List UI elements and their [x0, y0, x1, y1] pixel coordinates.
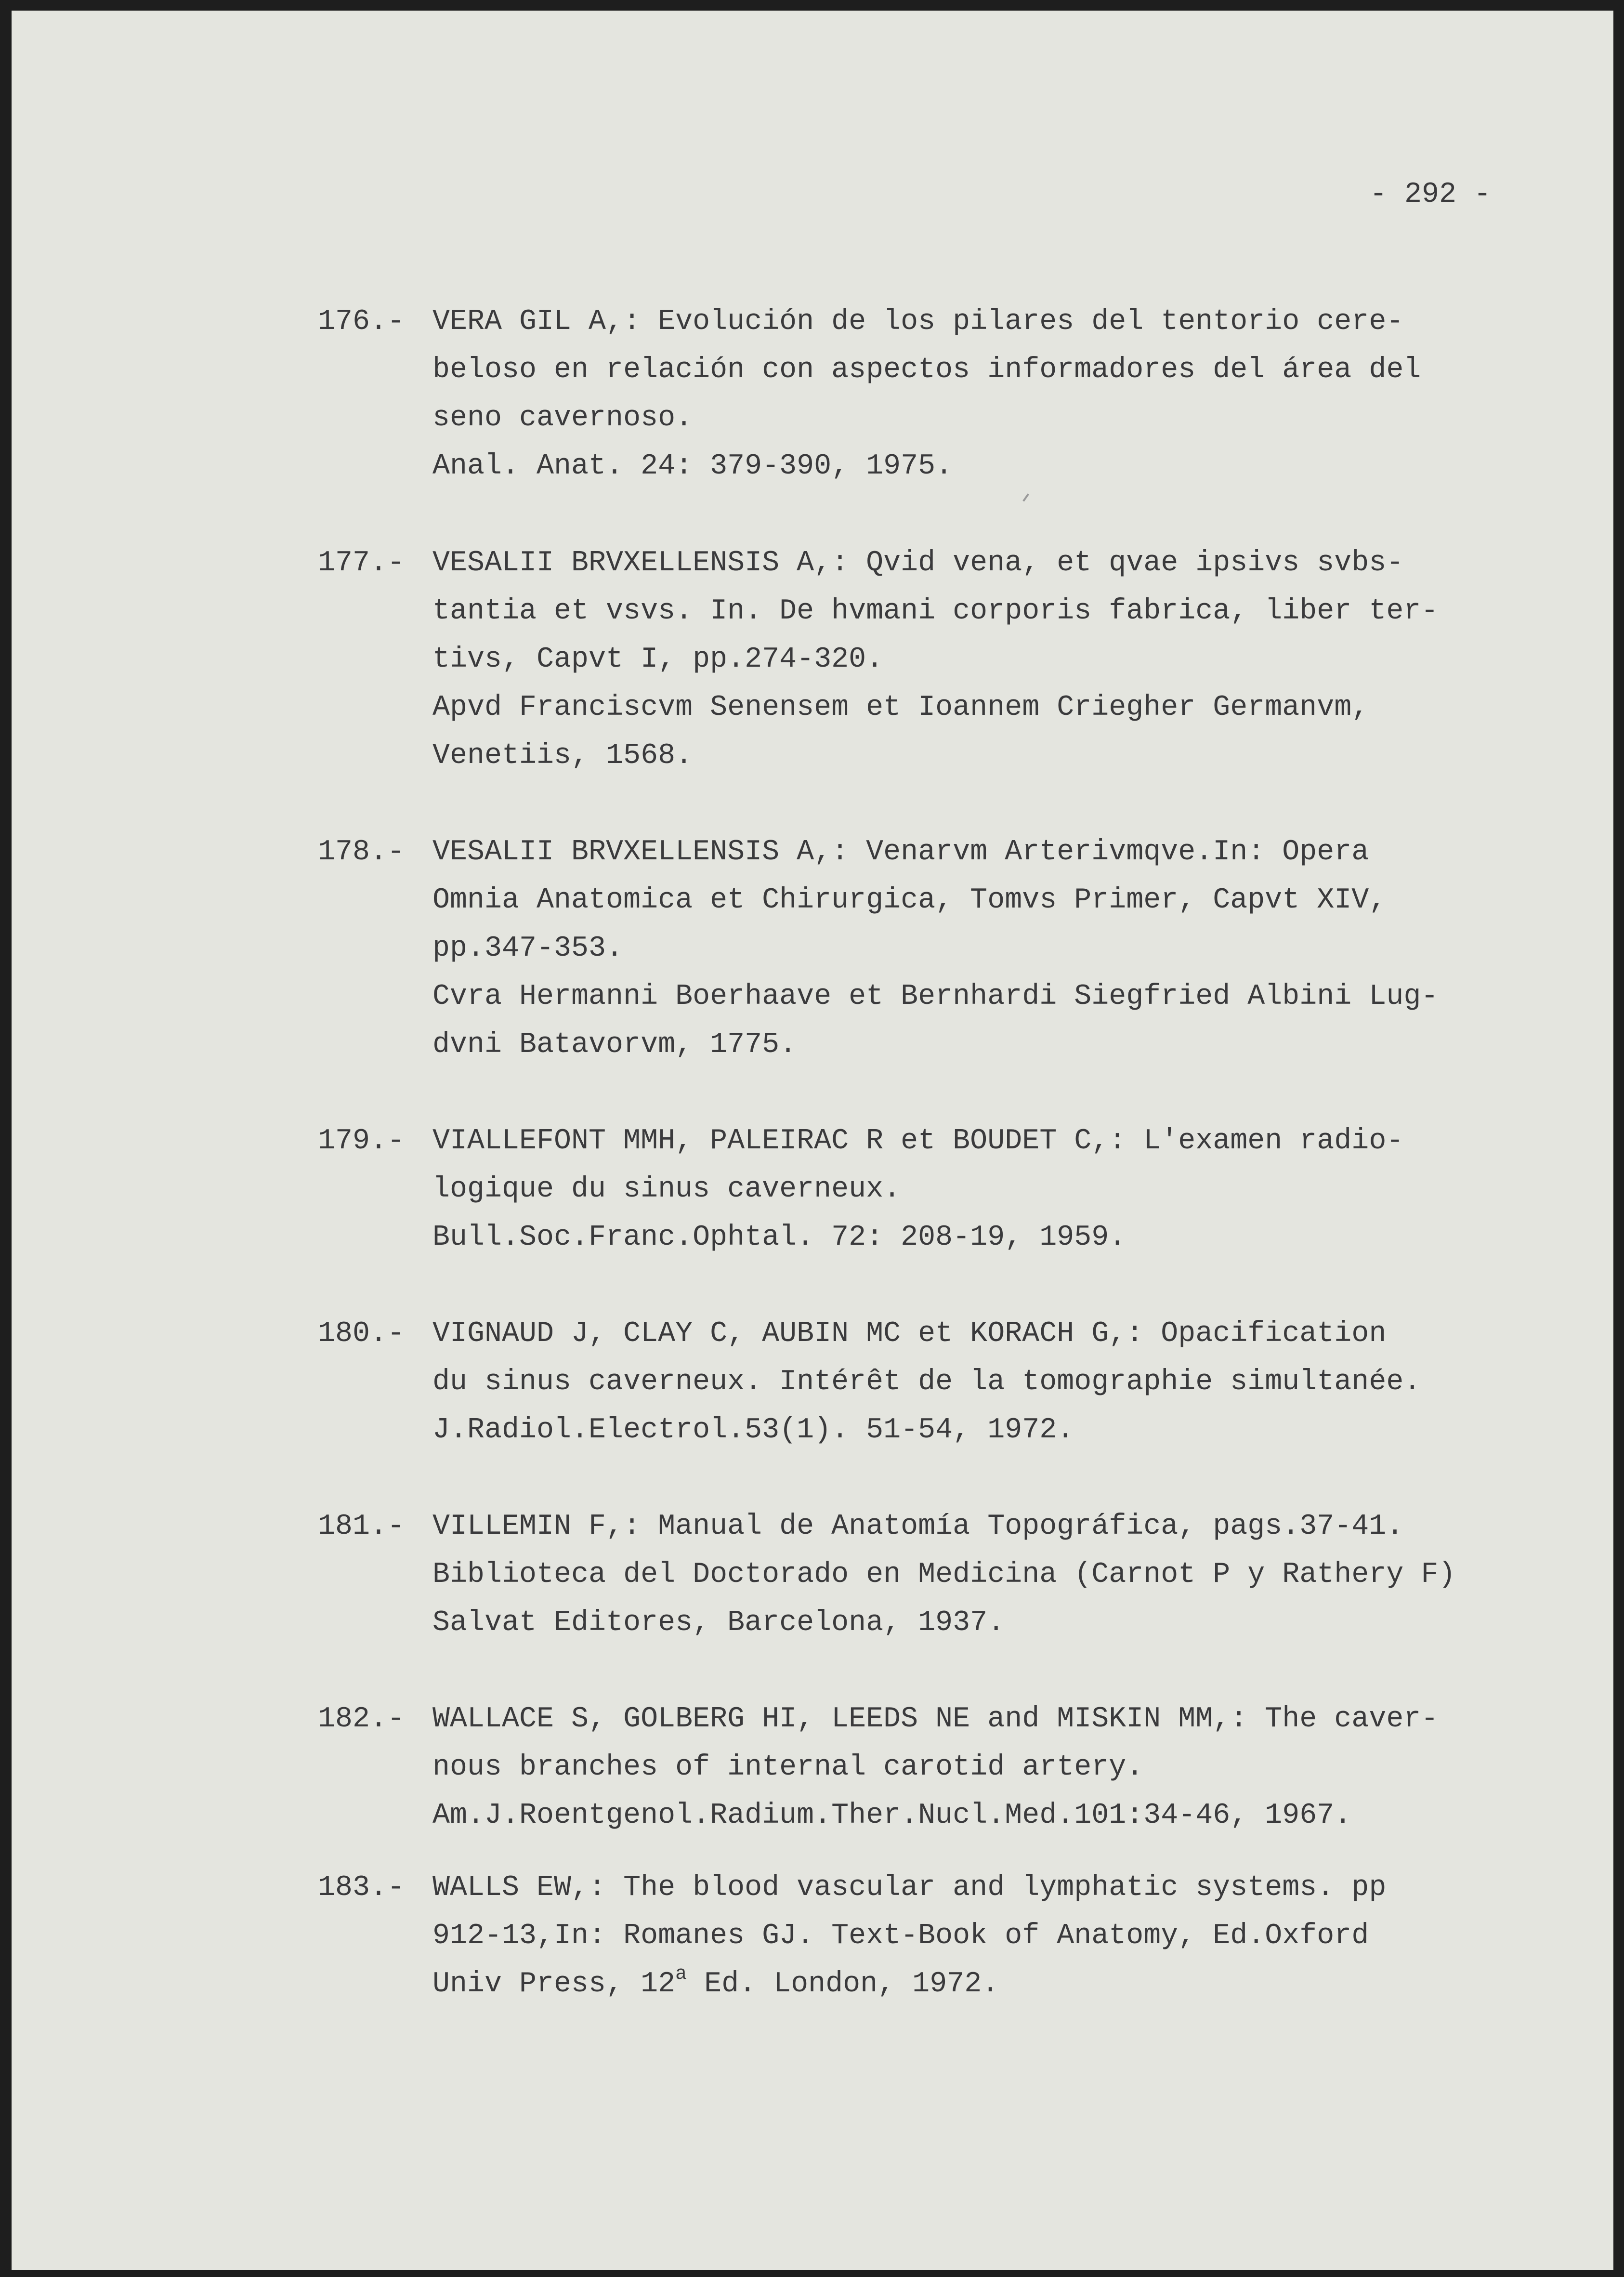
- reference-line: Anal. Anat. 24: 379-390, 1975.: [432, 450, 953, 483]
- line-text-before: Univ Press, 12: [432, 1968, 676, 2001]
- reference-line: pp.347-353.: [432, 932, 624, 965]
- document-page: [12, 11, 1613, 2270]
- page-number: - 292 -: [1370, 178, 1492, 211]
- reference-text: [432, 828, 1598, 1069]
- superscript-text: a: [675, 1963, 687, 1985]
- reference-line: beloso en relación con aspectos informadores del área del: [432, 354, 1421, 386]
- reference-text: [432, 1117, 1598, 1262]
- reference-line: VESALII BRVXELLENSIS A,: Venarvm Arterivmqve.In: Opera: [432, 836, 1369, 869]
- reference-line: tantia et vsvs. In. De hvmani corporis fabrica, liber ter-: [432, 595, 1439, 628]
- reference-number: 182.-: [318, 1703, 405, 1736]
- reference-line: logique du sinus caverneux.: [432, 1173, 901, 1206]
- reference-line: tivs, Capvt I, pp.274-320.: [432, 643, 884, 676]
- reference-number: 181.-: [318, 1510, 405, 1543]
- reference-line-with-superscript: [432, 1960, 1598, 2008]
- reference-line: Bull.Soc.Franc.Ophtal. 72: 208-19, 1959.: [432, 1221, 1126, 1254]
- reference-line: VESALII BRVXELLENSIS A,: Qvid vena, et qvae ipsivs svbs-: [432, 547, 1404, 579]
- reference-line: VILLEMIN F,: Manual de Anatomía Topográfica, pags.37-41.: [432, 1510, 1404, 1543]
- reference-line: Apvd Franciscvm Senensem et Ioannem Criegher Germanvm,: [432, 691, 1369, 724]
- reference-line: WALLACE S, GOLBERG HI, LEEDS NE and MISKIN MM,: The caver-: [432, 1703, 1439, 1736]
- reference-line: nous branches of internal carotid artery.: [432, 1751, 1144, 1784]
- reference-line: du sinus caverneux. Intérêt de la tomographie simultanée.: [432, 1366, 1421, 1398]
- reference-text: [432, 1695, 1598, 1840]
- reference-text: [432, 1310, 1598, 1454]
- reference-number: 177.-: [318, 547, 405, 579]
- reference-line: VIALLEFONT MMH, PALEIRAC R et BOUDET C,: L'examen radio-: [432, 1125, 1404, 1158]
- reference-line: Biblioteca del Doctorado en Medicina (Carnot P y Rathery F): [432, 1558, 1456, 1591]
- reference-line: VIGNAUD J, CLAY C, AUBIN MC et KORACH G,: Opacification: [432, 1317, 1387, 1350]
- reference-line: VERA GIL A,: Evolución de los pilares del tentorio cere-: [432, 305, 1404, 338]
- reference-text: [432, 1502, 1598, 1647]
- reference-number: 179.-: [318, 1125, 405, 1158]
- reference-line: Cvra Hermanni Boerhaave et Bernhardi Siegfried Albini Lug-: [432, 980, 1439, 1013]
- reference-line: Am.J.Roentgenol.Radium.Ther.Nucl.Med.101:34-46, 1967.: [432, 1799, 1352, 1832]
- reference-number: 176.-: [318, 305, 405, 338]
- pen-mark: [1022, 493, 1029, 501]
- reference-line: J.Radiol.Electrol.53(1). 51-54, 1972.: [432, 1414, 1074, 1447]
- reference-line: Salvat Editores, Barcelona, 1937.: [432, 1606, 1005, 1639]
- reference-number: 180.-: [318, 1317, 405, 1350]
- reference-line: WALLS EW,: The blood vascular and lymphatic systems. pp: [432, 1871, 1387, 1904]
- line-text-after: Ed. London, 1972.: [687, 1968, 999, 2001]
- reference-text: [432, 1864, 1598, 2008]
- reference-text: [432, 298, 1598, 490]
- reference-number: 178.-: [318, 836, 405, 869]
- reference-text: [432, 539, 1598, 780]
- reference-line: dvni Batavorvm, 1775.: [432, 1028, 797, 1061]
- reference-line: Venetiis, 1568.: [432, 739, 693, 772]
- reference-line: seno cavernoso.: [432, 402, 693, 434]
- reference-number: 183.-: [318, 1871, 405, 1904]
- reference-line: Omnia Anatomica et Chirurgica, Tomvs Primer, Capvt XIV,: [432, 884, 1387, 917]
- reference-line: 912-13,In: Romanes GJ. Text-Book of Anatomy, Ed.Oxford: [432, 1920, 1369, 1952]
